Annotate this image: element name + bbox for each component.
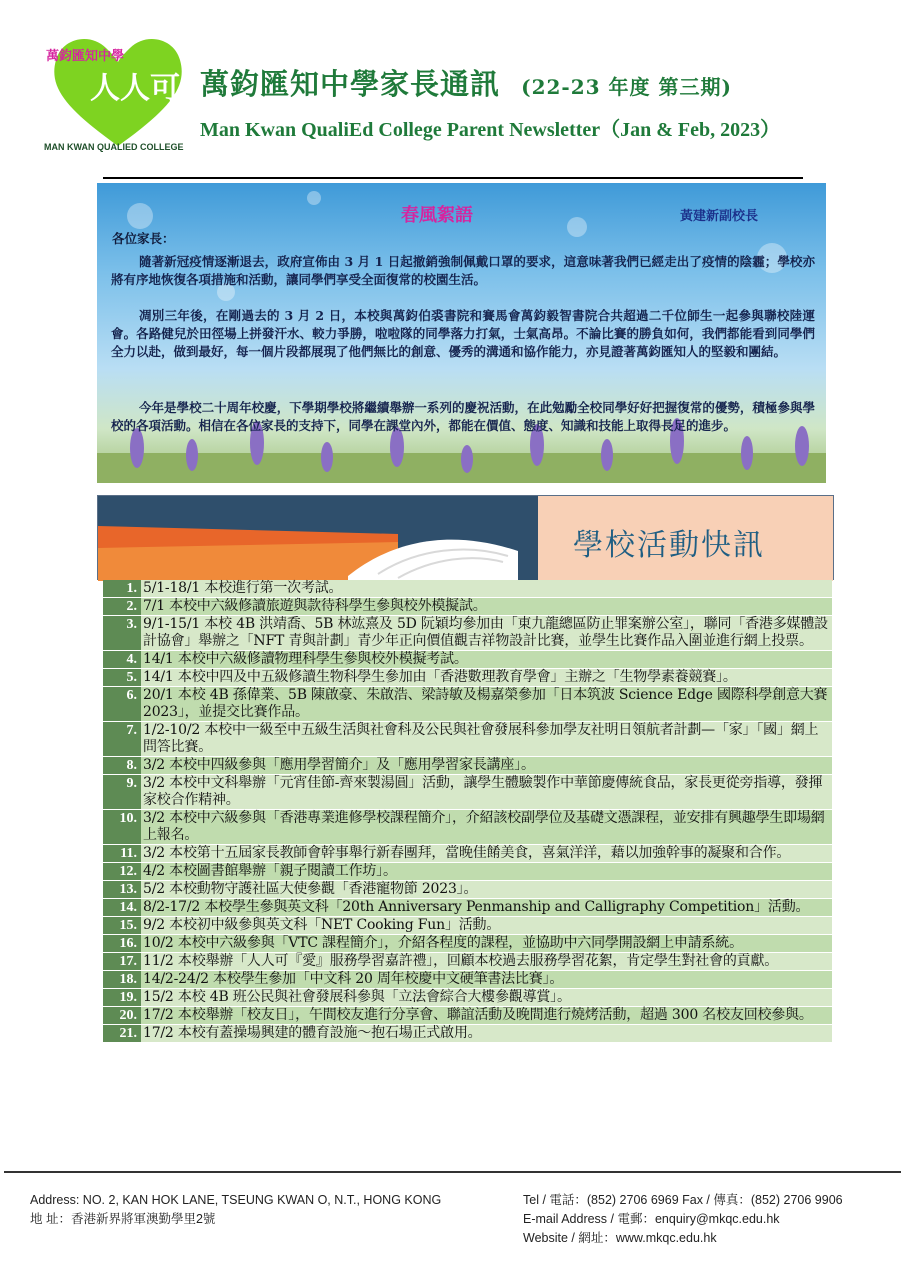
activity-row — [103, 687, 832, 722]
activity-text: 9/2 本校初中級參與英文科「NET Cooking Fun」活動。 — [141, 917, 832, 934]
bubble-decoration — [307, 191, 321, 205]
activity-row — [103, 580, 832, 598]
activity-row — [103, 953, 832, 971]
activity-row — [103, 722, 832, 757]
activities-title: 學校活動快訊 — [573, 528, 765, 563]
contact-website: Website / 網址：www.mkqc.edu.hk — [523, 1231, 717, 1245]
activity-list — [103, 580, 832, 1043]
heart-logo-graphic — [38, 18, 198, 158]
activity-number: 21. — [103, 1025, 141, 1042]
footer-divider — [4, 1171, 901, 1173]
activity-row — [103, 651, 832, 669]
message-greeting: 各位家長： — [112, 231, 175, 246]
activity-row — [103, 669, 832, 687]
activity-text: 14/2-24/2 本校學生參加「中文科 20 周年校慶中文硬筆書法比賽」。 — [141, 971, 832, 988]
message-heading: 春風絮語 — [401, 205, 473, 226]
activity-number: 8. — [103, 757, 141, 774]
activity-row — [103, 971, 832, 989]
school-logo — [38, 18, 198, 158]
message-paragraph: 凋別三年後，在剛過去的 3 月 2 日，本校與萬鈞伯裘書院和賽馬會萬鈞毅智書院合共超過二千位師生一起參與聯校陸運會。各路健兒於田徑場上拼發汗水、較力爭勝，啦啦隊的同學落力打氣，士氣高昂。不論比賽的勝負如何，我們都能看到同學們全力以赴，做到最好，每一個片段都展現了他們無比的創意、優秀的溝通和協作能力，亦見證著萬鈞匯知人的堅毅和團結。 — [111, 308, 815, 359]
activity-number: 15. — [103, 917, 141, 934]
activity-row — [103, 899, 832, 917]
activity-number: 9. — [103, 775, 141, 809]
title-zh-main: 萬鈞匯知中學家長通訊 — [200, 67, 501, 101]
activity-number: 2. — [103, 598, 141, 615]
activity-text: 17/2 本校舉辦「校友日」，午間校友進行分享會、聯誼活動及晚間進行燒烤活動，超過 300 名校友回校參與。 — [141, 1007, 832, 1024]
activity-row — [103, 881, 832, 899]
activity-text: 20/1 本校 4B 孫偉業、5B 陳啟豪、朱啟浩、梁詩敏及楊嘉榮參加「日本筑波 Science Edge 國際科學創意大賽 2023」，並提交比賽作品。 — [141, 687, 832, 721]
activity-text: 17/2 本校有蓋操場興建的體育設施～抱石場正式啟用。 — [141, 1025, 832, 1042]
newsletter-title-zh — [200, 62, 732, 103]
message-author: 黃建新副校長 — [680, 209, 759, 224]
activity-row — [103, 1025, 832, 1043]
activity-text: 4/2 本校圖書館舉辦「親子閱讀工作坊」。 — [141, 863, 832, 880]
activity-row — [103, 1007, 832, 1025]
activity-number: 7. — [103, 722, 141, 756]
activity-number: 20. — [103, 1007, 141, 1024]
activity-number: 10. — [103, 810, 141, 844]
contact-email: E-mail Address / 電郵：enquiry@mkqc.edu.hk — [523, 1212, 780, 1226]
bubble-decoration — [127, 203, 153, 229]
activity-number: 18. — [103, 971, 141, 988]
activity-text: 3/2 本校第十五屆家長教師會幹事舉行新春團拜，當晚佳餚美食，喜氣洋洋，藉以加強幹事的凝聚和合作。 — [141, 845, 832, 862]
newsletter-title-en: Man Kwan QualiEd College Parent Newsletter（Jan & Feb, 2023） — [200, 119, 781, 141]
activity-row — [103, 863, 832, 881]
message-paragraph: 隨著新冠疫情逐漸退去，政府宣佈由 3 月 1 日起撤銷強制佩戴口罩的要求，這意味著我們已經走出了疫情的陰霾；學校亦將有序地恢復各項措施和活動，讓同學們享受全面復常的校園生活。 — [111, 254, 815, 287]
activity-text: 15/2 本校 4B 班公民與社會發展科參與「立法會綜合大樓參觀導賞」。 — [141, 989, 832, 1006]
title-zh-issue: (22-23 年度 第三期) — [521, 75, 732, 99]
activity-row — [103, 616, 832, 651]
activity-number: 1. — [103, 580, 141, 597]
activity-number: 13. — [103, 881, 141, 898]
logo-center-text: 人人可教 — [90, 71, 198, 106]
activity-text: 5/2 本校動物守護社區大使參觀「香港寵物節 2023」。 — [141, 881, 832, 898]
open-book-graphic — [98, 496, 534, 581]
activity-row — [103, 935, 832, 953]
message-paragraph: 今年是學校二十周年校慶，下學期學校將繼續舉辦一系列的慶祝活動，在此勉勵全校同學好好把握復常的優勢，積極參與學校的各項活動。相信在各位家長的支持下，同學在課堂內外，都能在價值、態度、知識和技能上取得長足的進步。 — [111, 400, 815, 433]
activity-text: 10/2 本校中六級參與「VTC 課程簡介」，介紹各程度的課程，並協助中六同學開設網上申請系統。 — [141, 935, 832, 952]
activity-text: 3/2 本校中四級參與「應用學習簡介」及「應用學習家長講座」。 — [141, 757, 832, 774]
address-en: Address: NO. 2, KAN HOK LANE, TSEUNG KWAN O, N.T., HONG KONG — [30, 1193, 442, 1207]
activity-row — [103, 917, 832, 935]
activity-number: 19. — [103, 989, 141, 1006]
bubble-decoration — [567, 217, 587, 237]
header-divider — [103, 177, 803, 179]
activity-text: 8/2-17/2 本校學生參與英文科「20th Anniversary Penmanship and Calligraphy Competition」活動。 — [141, 899, 832, 916]
activity-number: 5. — [103, 669, 141, 686]
activity-text: 5/1-18/1 本校進行第一次考試。 — [141, 580, 832, 597]
activity-number: 17. — [103, 953, 141, 970]
contact-tel-fax: Tel / 電話：(852) 2706 6969 Fax / 傳真：(852) 2706 9906 — [523, 1193, 843, 1207]
banner-image-area — [98, 496, 534, 581]
activity-text: 9/1-15/1 本校 4B 洪靖喬、5B 林竑熹及 5D 阮穎均參加由「東九龍總區防止罪案辦公室」，聯同「香港多媒體設計協會」舉辦之「NFT 青與計劃」青少年正向價值觀吉祥物設計比賽，並學生比賽作品入圍並進行網上投票。 — [141, 616, 832, 650]
activity-text: 14/1 本校中四及中五級修讀生物科學生參加由「香港數理教育學會」主辦之「生物學素養競賽」。 — [141, 669, 832, 686]
footer-address — [30, 1191, 441, 1229]
activity-number: 12. — [103, 863, 141, 880]
activity-text: 7/1 本校中六級修讀旅遊與款待科學生參與校外模擬試。 — [141, 598, 832, 615]
activity-number: 4. — [103, 651, 141, 668]
activity-text: 3/2 本校中六級參與「香港專業進修學校課程簡介」，介紹該校副學位及基礎文憑課程，並安排有興趣學生即場網上報名。 — [141, 810, 832, 844]
address-zh: 地 址：香港新界將軍澳勤學里2號 — [30, 1212, 216, 1226]
activity-row — [103, 775, 832, 810]
logo-arc-text-zh: 萬鈞匯知中學 — [46, 49, 125, 64]
activity-row — [103, 757, 832, 775]
activity-row — [103, 810, 832, 845]
activity-number: 6. — [103, 687, 141, 721]
footer-contact — [523, 1191, 843, 1248]
activity-text: 11/2 本校舉辦「人人可『愛』服務學習嘉許禮」，回顧本校過去服務學習花絮，肯定學生對社會的貢獻。 — [141, 953, 832, 970]
activity-number: 14. — [103, 899, 141, 916]
activity-text: 1/2-10/2 本校中一級至中五級生活與社會科及公民與社會發展科參加學友社明日領航者計劃—「家」「國」網上問答比賽。 — [141, 722, 832, 756]
logo-arc-text-en: MAN KWAN QUALIED COLLEGE — [44, 142, 184, 152]
activity-number: 3. — [103, 616, 141, 650]
activity-row — [103, 845, 832, 863]
activity-row — [103, 989, 832, 1007]
activity-number: 11. — [103, 845, 141, 862]
activity-text: 3/2 本校中文科舉辦「元宵佳節-齊來製湯圓」活動，讓學生體驗製作中華節慶傳統食品，家長更從旁指導，發揮家校合作精神。 — [141, 775, 832, 809]
activity-text: 14/1 本校中六級修讀物理科學生參與校外模擬考試。 — [141, 651, 832, 668]
activity-number: 16. — [103, 935, 141, 952]
principal-message-panel — [97, 183, 826, 483]
activity-row — [103, 598, 832, 616]
